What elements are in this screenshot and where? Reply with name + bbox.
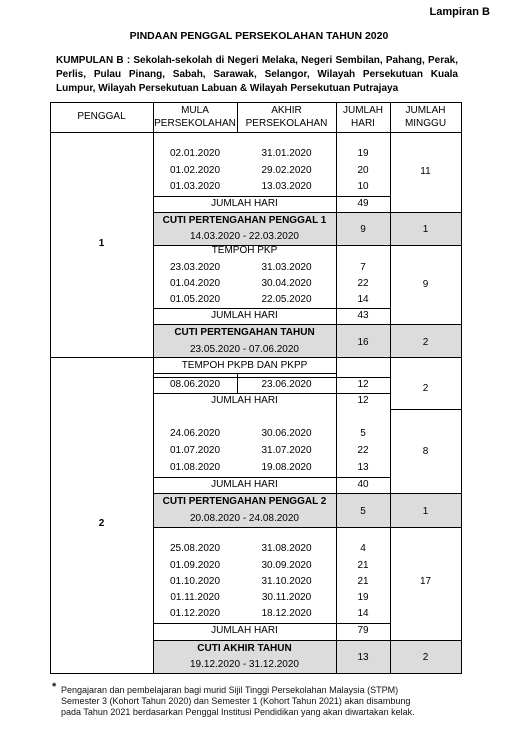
row-hari: 4: [360, 543, 366, 554]
jumlah-hari-value: 40: [357, 479, 369, 490]
table-rule: [153, 324, 391, 325]
row-akhir: 31.01.2020: [261, 148, 312, 159]
tempoh-pkpb-label: TEMPOH PKPB DAN PKPP: [181, 360, 308, 371]
row-akhir: 29.02.2020: [261, 165, 312, 176]
header-jumlah-hari: JUMLAH: [342, 105, 383, 116]
cuti-minggu: 2: [422, 337, 429, 348]
table-rule: [153, 477, 391, 478]
row-mula: 01.09.2020: [169, 560, 221, 571]
row-akhir: 31.08.2020: [261, 543, 312, 554]
table-rule: [390, 409, 462, 410]
table-rule: [153, 308, 391, 309]
row-akhir: 30.09.2020: [261, 560, 312, 571]
footnote-mark: *: [52, 681, 57, 693]
term-number: 2: [98, 518, 105, 529]
header-jumlah-hari-sub: HARI: [351, 118, 375, 129]
jumlah-minggu-value: 17: [419, 576, 432, 587]
row-akhir: 30.04.2020: [261, 278, 312, 289]
row-akhir: 30.06.2020: [261, 428, 312, 439]
table-rule: [153, 373, 337, 374]
group-description: KUMPULAN B : Sekolah-sekolah di Negeri Melaka, Negeri Sembilan, Pahang, Perak, Perlis, Pulau Pinang, Sabah, Sarawak, Selangor, Wilayah Persekutuan Kuala Lumpur, Wilayah Persekutuan Labuan & Wilayah Persekutuan Putrajaya: [56, 55, 458, 94]
tempoh-pkp-label: TEMPOH PKP: [211, 245, 278, 256]
table-rule: [390, 493, 462, 494]
row-hari: 22: [357, 278, 369, 289]
cuti-hari: 9: [360, 224, 366, 235]
table-rule: [153, 377, 391, 378]
footnote-line-3: pada Tahun 2021 berdasarkan Penggal Institusi Pendidikan yang akan diwartakan kelak.: [61, 707, 415, 717]
term-number: 1: [98, 238, 105, 249]
table-rule: [153, 212, 391, 213]
jumlah-hari-value: 79: [357, 625, 369, 636]
cuti-hari: 5: [360, 506, 366, 517]
jumlah-hari-label: JUMLAH HARI: [211, 395, 278, 406]
cuti-minggu: 2: [422, 652, 429, 663]
cuti-dates: 23.05.2020 - 07.06.2020: [190, 344, 299, 355]
table-rule: [153, 393, 391, 394]
row-akhir: 13.03.2020: [261, 181, 312, 192]
row-mula: 25.08.2020: [169, 543, 221, 554]
jumlah-hari-label: JUMLAH HARI: [211, 310, 278, 321]
table-rule: [153, 493, 391, 494]
row-mula: 01.12.2020: [169, 608, 221, 619]
header-jumlah-minggu-sub: MINGGU: [404, 118, 447, 129]
row-mula: 01.05.2020: [169, 294, 221, 305]
row-hari: 20: [357, 165, 369, 176]
footnote-line-2: Semester 3 (Kohort Tahun 2020) dan Semester 1 (Kohort Tahun 2021) akan disambung: [61, 696, 411, 706]
cuti-name: CUTI PERTENGAHAN TAHUN: [174, 327, 315, 338]
row-hari: 12: [357, 379, 369, 390]
cuti-hari: 13: [357, 652, 369, 663]
row-mula: 01.08.2020: [169, 462, 221, 473]
row-akhir: 18.12.2020: [261, 608, 312, 619]
table-rule: [390, 640, 462, 641]
cuti-hari: 16: [357, 337, 369, 348]
jumlah-minggu-value: 9: [422, 279, 429, 290]
row-mula: 01.10.2020: [169, 576, 221, 587]
row-mula: 02.01.2020: [169, 148, 221, 159]
cuti-name: CUTI PERTENGAHAN PENGGAL 2: [162, 496, 327, 507]
table-left-border: [50, 102, 51, 674]
jumlah-minggu-value: 2: [422, 383, 429, 394]
cuti-minggu: 1: [422, 506, 429, 517]
row-mula: 01.04.2020: [169, 278, 221, 289]
jumlah-hari-value: 43: [357, 310, 369, 321]
row-hari: 5: [360, 428, 366, 439]
header-akhir-sub: PERSEKOLAHAN: [245, 118, 328, 129]
row-hari: 13: [357, 462, 369, 473]
row-mula: 01.02.2020: [169, 165, 221, 176]
table-rule: [390, 324, 462, 325]
row-mula: 23.03.2020: [169, 262, 221, 273]
header-mula: MULA: [181, 105, 209, 116]
header-bottom-border: [50, 132, 462, 133]
cuti-minggu: 1: [422, 224, 429, 235]
row-hari: 7: [360, 262, 366, 273]
row-mula: 01.07.2020: [169, 445, 221, 456]
jumlah-hari-value: 49: [357, 198, 369, 209]
cuti-name: CUTI PERTENGAHAN PENGGAL 1: [162, 215, 327, 226]
header-jumlah-minggu: JUMLAH: [405, 105, 446, 116]
table-rule: [390, 527, 462, 528]
row-mula: 24.06.2020: [169, 428, 221, 439]
header-penggal: PENGGAL: [77, 111, 126, 122]
page-title: PINDAAN PENGGAL PERSEKOLAHAN TAHUN 2020: [129, 30, 389, 42]
row-hari: 21: [357, 576, 369, 587]
row-hari: 22: [357, 445, 369, 456]
row-akhir: 31.10.2020: [261, 576, 312, 587]
table-rule: [390, 357, 462, 358]
header-mula-sub: PERSEKOLAHAN: [154, 118, 236, 129]
jumlah-hari-label: JUMLAH HARI: [211, 479, 278, 490]
cuti-dates: 20.08.2020 - 24.08.2020: [190, 513, 299, 524]
jumlah-hari-value: 12: [357, 395, 369, 406]
row-akhir: 23.06.2020: [261, 379, 312, 390]
table-top-border: [50, 102, 462, 103]
table-rule: [153, 196, 391, 197]
lampiran-label: Lampiran B: [429, 6, 490, 18]
jumlah-minggu-value: 8: [422, 446, 429, 457]
cuti-dates: 14.03.2020 - 22.03.2020: [190, 231, 299, 242]
row-akhir: 31.03.2020: [261, 262, 312, 273]
table-bottom-border: [50, 673, 462, 674]
row-hari: 14: [357, 294, 369, 305]
row-hari: 19: [357, 592, 369, 603]
table-rule: [153, 623, 391, 624]
table-rule: [153, 640, 391, 641]
cuti-name: CUTI AKHIR TAHUN: [197, 643, 292, 654]
table-rule: [153, 527, 391, 528]
row-mula: 01.03.2020: [169, 181, 221, 192]
jumlah-minggu-value: 11: [420, 166, 431, 177]
table-right-border: [461, 102, 462, 674]
jumlah-hari-label: JUMLAH HARI: [211, 198, 278, 209]
cuti-dates: 19.12.2020 - 31.12.2020: [190, 659, 299, 670]
table-rule: [390, 212, 462, 213]
row-akhir: 22.05.2020: [261, 294, 312, 305]
header-akhir: AKHIR: [271, 105, 302, 116]
row-hari: 21: [357, 560, 369, 571]
footnote-line-1: Pengajaran dan pembelajaran bagi murid Sijil Tinggi Persekolahan Malaysia (STPM): [61, 685, 399, 695]
row-hari: 14: [357, 608, 369, 619]
jumlah-hari-label: JUMLAH HARI: [211, 625, 278, 636]
row-mula: 08.06.2020: [169, 379, 221, 390]
table-rule: [390, 245, 462, 246]
row-hari: 19: [357, 148, 369, 159]
row-mula: 01.11.2020: [170, 592, 220, 603]
row-akhir: 31.07.2020: [261, 445, 312, 456]
row-hari: 10: [357, 181, 369, 192]
row-akhir: 19.08.2020: [261, 462, 312, 473]
row-akhir: 30.11.2020: [261, 592, 312, 603]
